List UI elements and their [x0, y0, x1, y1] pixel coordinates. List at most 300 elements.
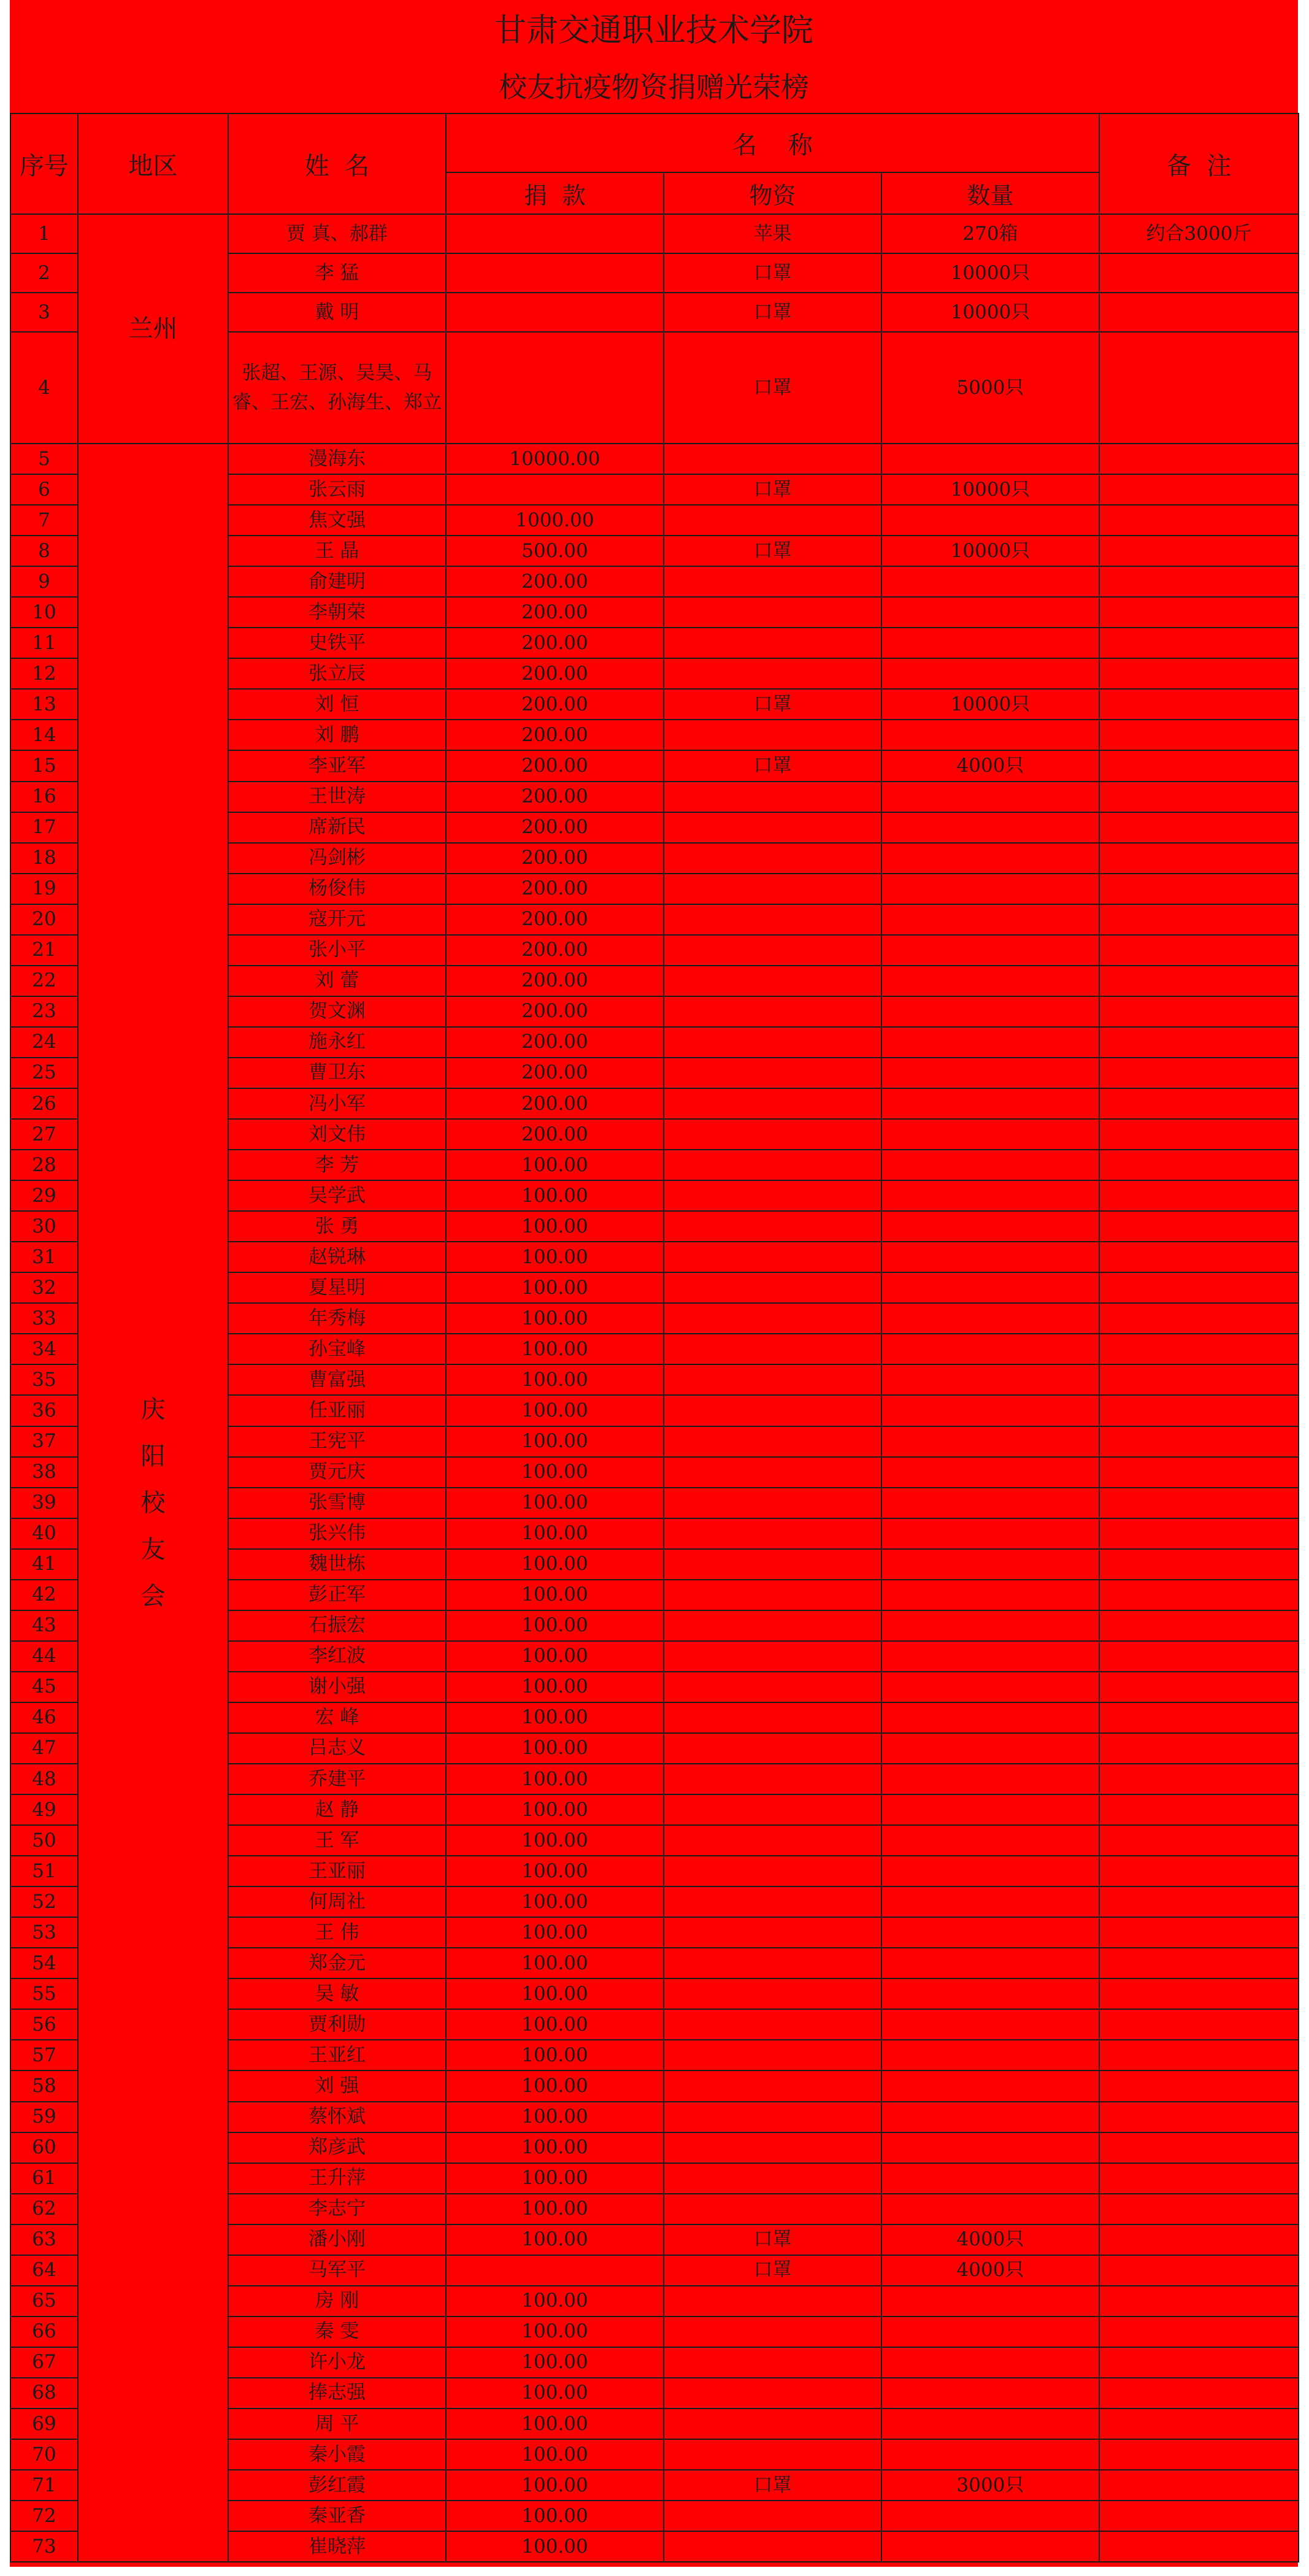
cell-donation: 200.00 — [446, 935, 664, 966]
cell-index: 62 — [10, 2194, 78, 2224]
cell-donation: 100.00 — [446, 2286, 664, 2316]
cell-material — [664, 1457, 881, 1488]
cell-name: 周 平 — [228, 2409, 446, 2439]
cell-quantity — [881, 1948, 1099, 1978]
cell-name: 张云雨 — [228, 474, 446, 505]
cell-name: 吴 敏 — [228, 1978, 446, 2009]
cell-index: 24 — [10, 1027, 78, 1058]
col-header-index: 序号 — [10, 113, 78, 214]
cell-remark — [1099, 2409, 1299, 2439]
col-header-quantity: 数量 — [881, 172, 1099, 214]
cell-index: 21 — [10, 935, 78, 966]
cell-index: 46 — [10, 1702, 78, 1733]
cell-quantity — [881, 628, 1099, 658]
cell-index: 39 — [10, 1488, 78, 1518]
cell-name: 潘小刚 — [228, 2224, 446, 2255]
cell-name: 刘 鹏 — [228, 720, 446, 750]
cell-quantity — [881, 1733, 1099, 1764]
cell-donation: 100.00 — [446, 1488, 664, 1518]
cell-index: 34 — [10, 1334, 78, 1364]
cell-donation — [446, 474, 664, 505]
cell-remark — [1099, 1518, 1299, 1549]
cell-remark — [1099, 1180, 1299, 1211]
cell-donation: 1000.00 — [446, 505, 664, 536]
cell-donation: 100.00 — [446, 1518, 664, 1549]
cell-name: 张 勇 — [228, 1211, 446, 1242]
cell-index: 59 — [10, 2102, 78, 2132]
cell-quantity — [881, 2316, 1099, 2347]
cell-material — [664, 1610, 881, 1641]
cell-material — [664, 1733, 881, 1764]
cell-name: 乔建平 — [228, 1764, 446, 1794]
cell-index: 58 — [10, 2070, 78, 2101]
cell-index: 54 — [10, 1948, 78, 1978]
cell-index: 42 — [10, 1580, 78, 1610]
cell-material: 口罩 — [664, 2255, 881, 2286]
cell-donation: 200.00 — [446, 1088, 664, 1119]
cell-name: 彭正军 — [228, 1580, 446, 1610]
cell-index: 23 — [10, 996, 78, 1027]
cell-remark — [1099, 2316, 1299, 2347]
cell-name: 贾利勋 — [228, 2009, 446, 2040]
cell-material — [664, 1488, 881, 1518]
cell-remark — [1099, 2102, 1299, 2132]
cell-material — [664, 566, 881, 597]
cell-material — [664, 1150, 881, 1180]
cell-material: 口罩 — [664, 2470, 881, 2501]
cell-donation: 100.00 — [446, 1303, 664, 1334]
cell-index: 68 — [10, 2378, 78, 2409]
cell-remark — [1099, 1672, 1299, 1702]
cell-remark — [1099, 1825, 1299, 1856]
cell-quantity — [881, 1211, 1099, 1242]
cell-index: 60 — [10, 2132, 78, 2163]
cell-remark — [1099, 1334, 1299, 1364]
cell-index: 57 — [10, 2040, 78, 2070]
cell-index: 26 — [10, 1088, 78, 1119]
cell-quantity: 10000只 — [881, 474, 1099, 505]
cell-quantity — [881, 1794, 1099, 1825]
cell-quantity — [881, 2531, 1099, 2562]
cell-donation: 100.00 — [446, 2378, 664, 2409]
cell-remark — [1099, 566, 1299, 597]
cell-index: 71 — [10, 2470, 78, 2501]
cell-index: 47 — [10, 1733, 78, 1764]
cell-donation: 200.00 — [446, 689, 664, 720]
cell-name: 刘 蕾 — [228, 966, 446, 996]
cell-quantity — [881, 505, 1099, 536]
cell-donation: 100.00 — [446, 2070, 664, 2101]
cell-quantity — [881, 874, 1099, 904]
cell-remark — [1099, 1794, 1299, 1825]
cell-material — [664, 1334, 881, 1364]
cell-material — [664, 1088, 881, 1119]
cell-quantity — [881, 2102, 1099, 2132]
cell-donation: 100.00 — [446, 1395, 664, 1426]
cell-donation: 100.00 — [446, 1334, 664, 1364]
cell-name: 李 猛 — [228, 253, 446, 293]
cell-material — [664, 444, 881, 474]
cell-donation: 100.00 — [446, 2102, 664, 2132]
cell-material — [664, 2531, 881, 2562]
cell-remark — [1099, 1580, 1299, 1610]
cell-index: 65 — [10, 2286, 78, 2316]
cell-quantity — [881, 1641, 1099, 1672]
cell-donation: 100.00 — [446, 1641, 664, 1672]
cell-name: 何周社 — [228, 1886, 446, 1917]
cell-donation: 100.00 — [446, 2040, 664, 2070]
cell-name: 冯剑彬 — [228, 843, 446, 874]
cell-quantity — [881, 1549, 1099, 1580]
cell-name: 张小平 — [228, 935, 446, 966]
cell-remark — [1099, 1303, 1299, 1334]
cell-donation: 100.00 — [446, 1211, 664, 1242]
cell-material — [664, 1702, 881, 1733]
cell-material — [664, 2378, 881, 2409]
cell-quantity — [881, 1119, 1099, 1150]
donation-table — [10, 113, 1299, 2563]
cell-name: 王亚红 — [228, 2040, 446, 2070]
cell-name: 年秀梅 — [228, 1303, 446, 1334]
cell-material — [664, 1119, 881, 1150]
cell-material: 口罩 — [664, 536, 881, 566]
cell-name: 李朝荣 — [228, 597, 446, 628]
cell-quantity: 4000只 — [881, 750, 1099, 781]
cell-index: 14 — [10, 720, 78, 750]
cell-quantity — [881, 2347, 1099, 2378]
cell-donation: 200.00 — [446, 782, 664, 812]
cell-quantity: 10000只 — [881, 689, 1099, 720]
cell-quantity — [881, 843, 1099, 874]
cell-index: 38 — [10, 1457, 78, 1488]
cell-quantity — [881, 1426, 1099, 1457]
cell-material — [664, 966, 881, 996]
cell-quantity — [881, 1364, 1099, 1395]
cell-material — [664, 2286, 881, 2316]
cell-name: 房 刚 — [228, 2286, 446, 2316]
cell-index: 56 — [10, 2009, 78, 2040]
cell-index: 44 — [10, 1641, 78, 1672]
cell-remark — [1099, 474, 1299, 505]
col-header-name: 姓 名 — [228, 113, 446, 214]
cell-donation: 100.00 — [446, 1948, 664, 1978]
cell-name: 李红波 — [228, 1641, 446, 1672]
cell-material — [664, 1518, 881, 1549]
cell-donation: 200.00 — [446, 874, 664, 904]
cell-remark — [1099, 812, 1299, 843]
cell-remark — [1099, 2132, 1299, 2163]
cell-name: 戴 明 — [228, 293, 446, 332]
cell-name: 史铁平 — [228, 628, 446, 658]
cell-quantity: 10000只 — [881, 253, 1099, 293]
table-row — [10, 214, 1299, 253]
cell-remark — [1099, 1426, 1299, 1457]
cell-material — [664, 1825, 881, 1856]
cell-donation — [446, 293, 664, 332]
cell-quantity — [881, 2163, 1099, 2194]
cell-name: 张兴伟 — [228, 1518, 446, 1549]
cell-remark — [1099, 597, 1299, 628]
cell-donation: 200.00 — [446, 720, 664, 750]
cell-remark — [1099, 2347, 1299, 2378]
cell-material — [664, 904, 881, 935]
cell-donation: 100.00 — [446, 1549, 664, 1580]
cell-quantity — [881, 996, 1099, 1027]
cell-donation: 100.00 — [446, 2470, 664, 2501]
cell-index: 45 — [10, 1672, 78, 1702]
cell-name: 孙宝峰 — [228, 1334, 446, 1364]
cell-material — [664, 1886, 881, 1917]
cell-index: 19 — [10, 874, 78, 904]
cell-donation — [446, 214, 664, 253]
cell-donation: 200.00 — [446, 750, 664, 781]
cell-remark — [1099, 1702, 1299, 1733]
cell-donation: 100.00 — [446, 1610, 664, 1641]
cell-quantity — [881, 1272, 1099, 1303]
cell-index: 36 — [10, 1395, 78, 1426]
cell-material — [664, 597, 881, 628]
cell-material — [664, 505, 881, 536]
cell-donation: 200.00 — [446, 597, 664, 628]
cell-quantity — [881, 2194, 1099, 2224]
cell-quantity: 5000只 — [881, 332, 1099, 444]
cell-donation: 200.00 — [446, 904, 664, 935]
cell-material — [664, 2132, 881, 2163]
cell-remark: 约合3000斤 — [1099, 214, 1299, 253]
cell-index: 53 — [10, 1917, 78, 1948]
cell-donation: 100.00 — [446, 1978, 664, 2009]
cell-index: 61 — [10, 2163, 78, 2194]
cell-material — [664, 1426, 881, 1457]
cell-quantity — [881, 1457, 1099, 1488]
cell-name: 李 芳 — [228, 1150, 446, 1180]
cell-name: 张雪博 — [228, 1488, 446, 1518]
cell-remark — [1099, 628, 1299, 658]
cell-name: 王 伟 — [228, 1917, 446, 1948]
cell-index: 29 — [10, 1180, 78, 1211]
cell-quantity — [881, 2501, 1099, 2531]
cell-name: 王世涛 — [228, 782, 446, 812]
cell-remark — [1099, 1119, 1299, 1150]
cell-remark — [1099, 935, 1299, 966]
cell-material — [664, 1794, 881, 1825]
cell-remark — [1099, 1978, 1299, 2009]
cell-name: 张超、王源、吴昊、马睿、王宏、孙海生、郑立 — [228, 332, 446, 444]
cell-quantity — [881, 1580, 1099, 1610]
cell-name: 刘 恒 — [228, 689, 446, 720]
cell-donation: 200.00 — [446, 1027, 664, 1058]
cell-index: 3 — [10, 293, 78, 332]
cell-quantity — [881, 1764, 1099, 1794]
cell-material — [664, 1180, 881, 1211]
cell-quantity — [881, 444, 1099, 474]
cell-remark — [1099, 658, 1299, 689]
cell-material — [664, 2347, 881, 2378]
cell-quantity — [881, 2409, 1099, 2439]
cell-material: 口罩 — [664, 2224, 881, 2255]
cell-name: 魏世栋 — [228, 1549, 446, 1580]
cell-remark — [1099, 444, 1299, 474]
cell-material — [664, 812, 881, 843]
cell-donation: 100.00 — [446, 1794, 664, 1825]
cell-remark — [1099, 1457, 1299, 1488]
cell-index: 52 — [10, 1886, 78, 1917]
cell-material: 口罩 — [664, 474, 881, 505]
cell-name: 崔晓萍 — [228, 2531, 446, 2562]
cell-material — [664, 2439, 881, 2470]
cell-index: 15 — [10, 750, 78, 781]
cell-index: 12 — [10, 658, 78, 689]
cell-name: 贺文渊 — [228, 996, 446, 1027]
cell-name: 马军平 — [228, 2255, 446, 2286]
cell-quantity — [881, 1180, 1099, 1211]
cell-remark — [1099, 782, 1299, 812]
cell-name: 李亚军 — [228, 750, 446, 781]
cell-material — [664, 1948, 881, 1978]
cell-donation: 100.00 — [446, 1242, 664, 1272]
cell-quantity — [881, 720, 1099, 750]
cell-material — [664, 1303, 881, 1334]
col-header-region: 地区 — [78, 113, 228, 214]
cell-index: 11 — [10, 628, 78, 658]
cell-quantity — [881, 1395, 1099, 1426]
cell-name: 王宪平 — [228, 1426, 446, 1457]
cell-name: 曹富强 — [228, 1364, 446, 1395]
cell-donation: 200.00 — [446, 843, 664, 874]
cell-index: 2 — [10, 253, 78, 293]
cell-material — [664, 1364, 881, 1395]
cell-quantity — [881, 2378, 1099, 2409]
cell-name: 施永红 — [228, 1027, 446, 1058]
cell-material — [664, 2102, 881, 2132]
cell-donation: 200.00 — [446, 966, 664, 996]
cell-material — [664, 2163, 881, 2194]
cell-material — [664, 658, 881, 689]
cell-quantity — [881, 1242, 1099, 1272]
cell-donation: 100.00 — [446, 2132, 664, 2163]
cell-material — [664, 1580, 881, 1610]
cell-name: 焦文强 — [228, 505, 446, 536]
cell-quantity — [881, 1058, 1099, 1088]
col-header-material: 物资 — [664, 172, 881, 214]
cell-remark — [1099, 720, 1299, 750]
cell-name: 俞建明 — [228, 566, 446, 597]
cell-remark — [1099, 1211, 1299, 1242]
cell-quantity — [881, 1488, 1099, 1518]
col-header-remark: 备 注 — [1099, 113, 1299, 214]
cell-material — [664, 874, 881, 904]
cell-donation — [446, 332, 664, 444]
cell-donation: 100.00 — [446, 1917, 664, 1948]
cell-quantity — [881, 812, 1099, 843]
cell-remark — [1099, 2286, 1299, 2316]
cell-remark — [1099, 253, 1299, 293]
cell-index: 6 — [10, 474, 78, 505]
cell-remark — [1099, 2470, 1299, 2501]
cell-name: 王 晶 — [228, 536, 446, 566]
cell-remark — [1099, 996, 1299, 1027]
cell-index: 4 — [10, 332, 78, 444]
cell-quantity — [881, 935, 1099, 966]
cell-name: 秦小霞 — [228, 2439, 446, 2470]
cell-quantity — [881, 2286, 1099, 2316]
col-header-group: 名 称 — [446, 113, 1099, 172]
cell-index: 64 — [10, 2255, 78, 2286]
cell-index: 40 — [10, 1518, 78, 1549]
cell-name: 郑彦武 — [228, 2132, 446, 2163]
cell-quantity — [881, 1518, 1099, 1549]
cell-remark — [1099, 1917, 1299, 1948]
cell-index: 18 — [10, 843, 78, 874]
cell-remark — [1099, 2224, 1299, 2255]
cell-donation: 100.00 — [446, 1580, 664, 1610]
cell-name: 吕志义 — [228, 1733, 446, 1764]
cell-material — [664, 1856, 881, 1886]
cell-remark — [1099, 1886, 1299, 1917]
cell-quantity: 4000只 — [881, 2255, 1099, 2286]
cell-remark — [1099, 1610, 1299, 1641]
cell-region: 兰州 — [78, 214, 228, 444]
cell-material — [664, 843, 881, 874]
cell-index: 33 — [10, 1303, 78, 1334]
cell-remark — [1099, 2163, 1299, 2194]
cell-index: 27 — [10, 1119, 78, 1150]
cell-index: 10 — [10, 597, 78, 628]
cell-remark — [1099, 2255, 1299, 2286]
cell-quantity — [881, 2439, 1099, 2470]
cell-remark — [1099, 293, 1299, 332]
cell-name: 王 军 — [228, 1825, 446, 1856]
page-title: 甘肃交通职业技术学院 — [494, 12, 813, 49]
cell-remark — [1099, 843, 1299, 874]
cell-index: 35 — [10, 1364, 78, 1395]
cell-name: 石振宏 — [228, 1610, 446, 1641]
cell-remark — [1099, 874, 1299, 904]
cell-quantity — [881, 2070, 1099, 2101]
cell-name: 许小龙 — [228, 2347, 446, 2378]
cell-remark — [1099, 1641, 1299, 1672]
page-subtitle: 校友抗疫物资捐赠光荣榜 — [499, 71, 809, 104]
cell-remark — [1099, 750, 1299, 781]
cell-remark — [1099, 1242, 1299, 1272]
cell-index: 69 — [10, 2409, 78, 2439]
cell-quantity — [881, 1917, 1099, 1948]
cell-quantity — [881, 1886, 1099, 1917]
cell-donation: 100.00 — [446, 2501, 664, 2531]
cell-remark — [1099, 1733, 1299, 1764]
cell-remark — [1099, 505, 1299, 536]
cell-remark — [1099, 1549, 1299, 1580]
cell-material — [664, 1549, 881, 1580]
cell-donation: 100.00 — [446, 1150, 664, 1180]
col-header-donation: 捐 款 — [446, 172, 664, 214]
cell-remark — [1099, 689, 1299, 720]
cell-donation: 200.00 — [446, 628, 664, 658]
cell-name: 郑金元 — [228, 1948, 446, 1978]
cell-name: 杨俊伟 — [228, 874, 446, 904]
cell-donation: 200.00 — [446, 1119, 664, 1150]
cell-material — [664, 996, 881, 1027]
cell-remark — [1099, 1856, 1299, 1886]
cell-material — [664, 2316, 881, 2347]
cell-quantity — [881, 1027, 1099, 1058]
cell-donation: 100.00 — [446, 1764, 664, 1794]
cell-donation: 100.00 — [446, 2409, 664, 2439]
cell-remark — [1099, 1058, 1299, 1088]
cell-name: 漫海东 — [228, 444, 446, 474]
cell-quantity — [881, 904, 1099, 935]
cell-remark — [1099, 2439, 1299, 2470]
